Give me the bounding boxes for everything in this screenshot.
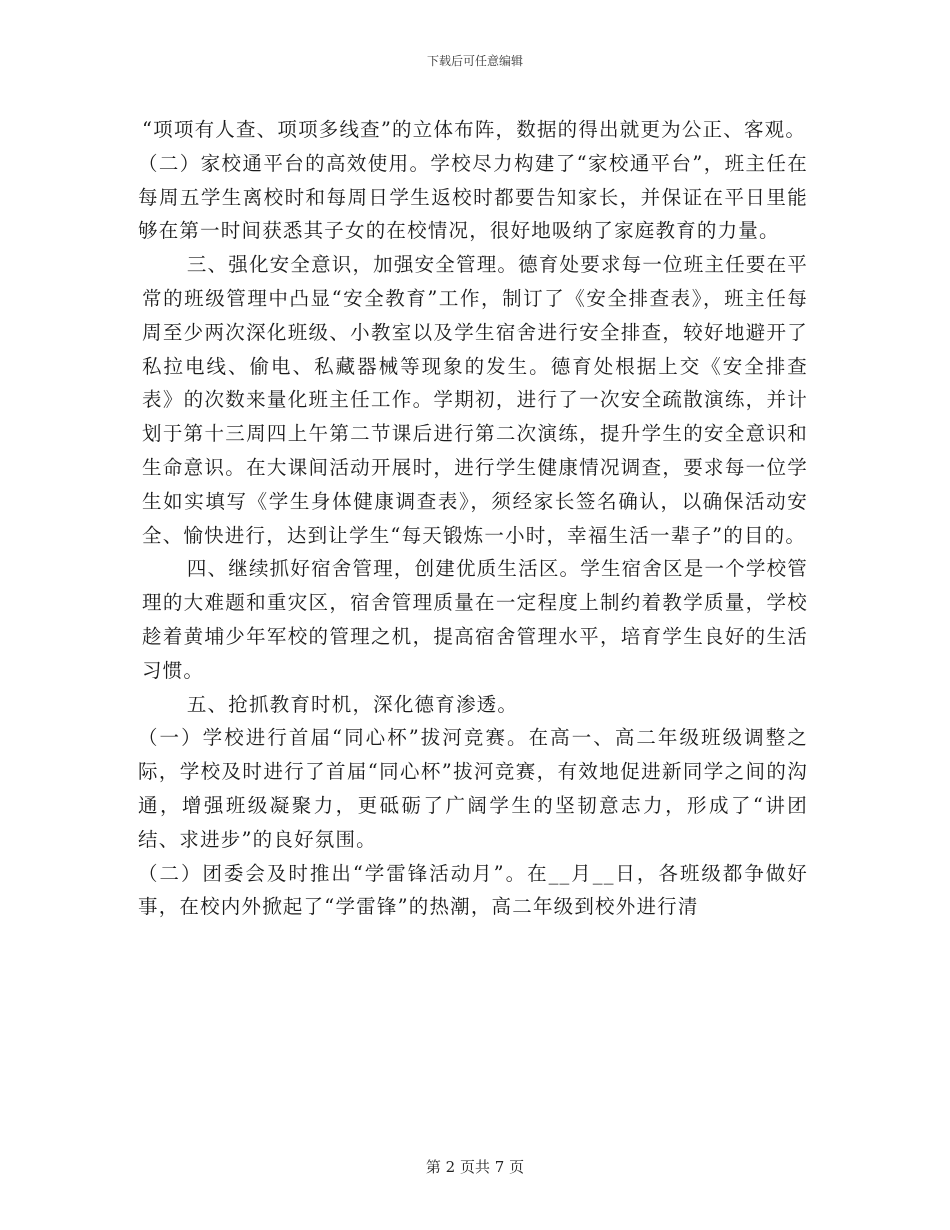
paragraph-home-school-platform: （二）家校通平台的高效使用。学校尽力构建了“家校通平台”，班主任在每周五学生离校时和每周日学生返校时都要告知家长，并保证在平日里能够在第一时间获悉其子女的在校情况，很好地吸纳了家庭教育的力量。 bbox=[138, 151, 808, 243]
page-header-note: 下载后可任意编辑 bbox=[426, 54, 523, 68]
document-body bbox=[138, 113, 808, 924]
paragraph-safety-management: 三、强化安全意识，加强安全管理。德育处要求每一位班主任要在平常的班级管理中凸显“安全教育”工作，制订了《安全排查表》，班主任每周至少两次深化班级、小教室以及学生宿舍进行安全排查，较好地避开了私拉电线、偷电、私藏器械等现象的发生。德育处根据上交《安全排查表》的次数来量化班主任工作。学期初，进行了一次安全疏散演练，并计划于第十三周四上午第二节课后进行第二次演练，提升学生的安全意识和生命意识。在大课间活动开展时，进行学生健康情况调查，要求每一位学生如实填写《学生身体健康调查表》，须经家长签名确认，以确保活动安全、愉快进行，达到让学生“每天锻炼一小时，幸福生活一辈子”的目的。 bbox=[142, 253, 808, 547]
paragraph-continuation: “项项有人查、项项多线查”的立体布阵，数据的得出就更为公正、客观。 bbox=[142, 118, 807, 141]
page-number-footer: 第 2 页共 7 页 bbox=[425, 1158, 525, 1176]
paragraph-dormitory-management: 四、继续抓好宿舍管理，创建优质生活区。学生宿舍区是一个学校管理的大难题和重灾区，宿舍管理质量在一定程度上制约着教学质量，学校趁着黄埔少年军校的管理之机，提高宿舍管理水平，培育学生良好的生活习惯。 bbox=[142, 557, 808, 682]
paragraph-tug-of-war: （一）学校进行首届“同心杯”拔河竞赛。在高一、高二年级班级调整之际，学校及时进行了首届“同心杯”拔河竞赛，有效地促进新同学之间的沟通，增强班级凝聚力，更砥砺了广阔学生的坚韧意志力，形成了“讲团结、求进步”的良好氛围。 bbox=[138, 726, 808, 851]
paragraph-section-five-heading: 五、抢抓教育时机，深化德育渗透。 bbox=[186, 692, 519, 716]
paragraph-learn-from-leifeng: （二）团委会及时推出“学雷锋活动月”。在__月__日，各班级都争做好事，在校内外掀起了“学雷锋”的热潮，高二年级到校外进行清 bbox=[138, 861, 808, 919]
